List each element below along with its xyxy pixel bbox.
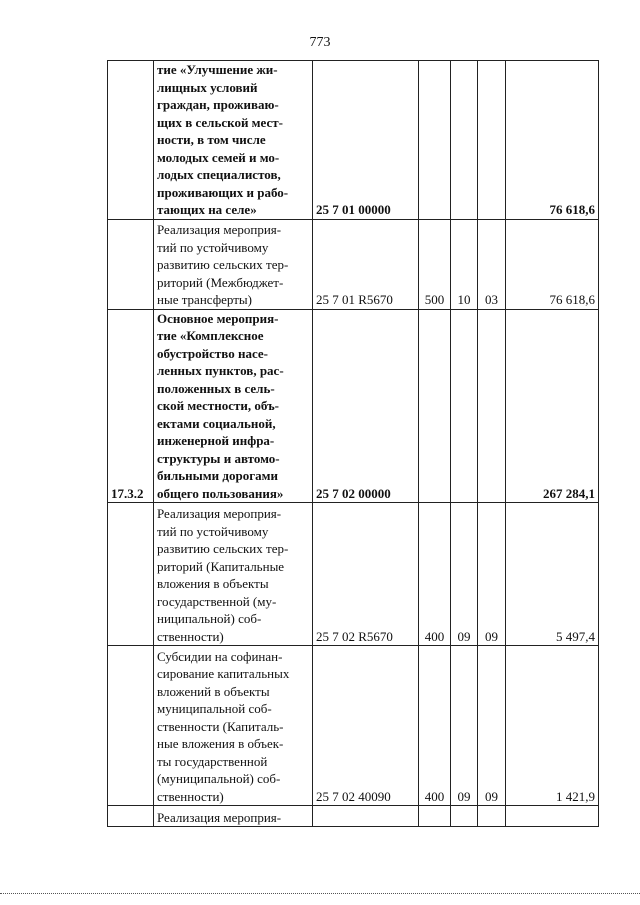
table-row bbox=[108, 61, 599, 220]
row-vr: 400 bbox=[419, 503, 451, 646]
row-name: Реализация мероприя- тий по устойчивому развитию сельских тер- риторий (Капитальные вложения в объекты государственной (му- ниципальной) соб- ственности) bbox=[154, 503, 313, 646]
row-amount: 76 618,6 bbox=[506, 61, 599, 220]
row-vr: 500 bbox=[419, 219, 451, 309]
row-code: 25 7 01 00000 bbox=[313, 61, 419, 220]
table-row bbox=[108, 503, 599, 646]
row-rz: 09 bbox=[451, 503, 478, 646]
row-rz: 09 bbox=[451, 646, 478, 806]
row-code: 25 7 02 R5670 bbox=[313, 503, 419, 646]
row-code bbox=[313, 806, 419, 827]
row-pr bbox=[478, 61, 506, 220]
row-number bbox=[108, 219, 154, 309]
row-name: тие «Улучшение жи- лищных условий граждан, проживаю- щих в сельской мест- ности, в том числе молодых семей и мо- лодых специалистов, проживающих и рабо- тающих на селе» bbox=[154, 61, 313, 220]
row-number bbox=[108, 61, 154, 220]
page-number: 773 bbox=[309, 35, 331, 50]
row-code: 25 7 01 R5670 bbox=[313, 219, 419, 309]
row-pr: 03 bbox=[478, 219, 506, 309]
row-amount: 1 421,9 bbox=[506, 646, 599, 806]
row-name: Реализация мероприя- bbox=[154, 806, 313, 827]
row-pr bbox=[478, 806, 506, 827]
row-name: Субсидии на софинан- сирование капитальных вложений в объекты муниципальной соб- ственности (Капиталь- ные вложения в объек- ты государственной (муниципальной) соб- ственности) bbox=[154, 646, 313, 806]
row-name: Реализация мероприя- тий по устойчивому развитию сельских тер- риторий (Межбюджет- ные трансферты) bbox=[154, 219, 313, 309]
row-amount: 267 284,1 bbox=[506, 309, 599, 503]
row-pr: 09 bbox=[478, 646, 506, 806]
row-number bbox=[108, 503, 154, 646]
row-rz bbox=[451, 61, 478, 220]
row-number bbox=[108, 646, 154, 806]
row-amount: 5 497,4 bbox=[506, 503, 599, 646]
row-vr bbox=[419, 806, 451, 827]
row-vr bbox=[419, 309, 451, 503]
row-code: 25 7 02 00000 bbox=[313, 309, 419, 503]
row-pr: 09 bbox=[478, 503, 506, 646]
row-vr bbox=[419, 61, 451, 220]
row-name: Основное мероприя- тие «Комплексное обустройство насе- ленных пунктов, рас- положенных в сель- ской местности, объ- ектами социальной, инженерной инфра- структуры и автомо- бильными дорогами общего пользования» bbox=[154, 309, 313, 503]
table-row bbox=[108, 806, 599, 827]
row-rz: 10 bbox=[451, 219, 478, 309]
row-pr bbox=[478, 309, 506, 503]
row-number bbox=[108, 806, 154, 827]
row-number: 17.3.2 bbox=[108, 309, 154, 503]
table-row bbox=[108, 309, 599, 503]
page-bottom-rule bbox=[0, 893, 640, 894]
row-rz bbox=[451, 806, 478, 827]
table-row bbox=[108, 219, 599, 309]
row-rz bbox=[451, 309, 478, 503]
row-vr: 400 bbox=[419, 646, 451, 806]
table-row bbox=[108, 646, 599, 806]
row-amount: 76 618,6 bbox=[506, 219, 599, 309]
row-code: 25 7 02 40090 bbox=[313, 646, 419, 806]
budget-table bbox=[107, 60, 599, 827]
row-amount bbox=[506, 806, 599, 827]
